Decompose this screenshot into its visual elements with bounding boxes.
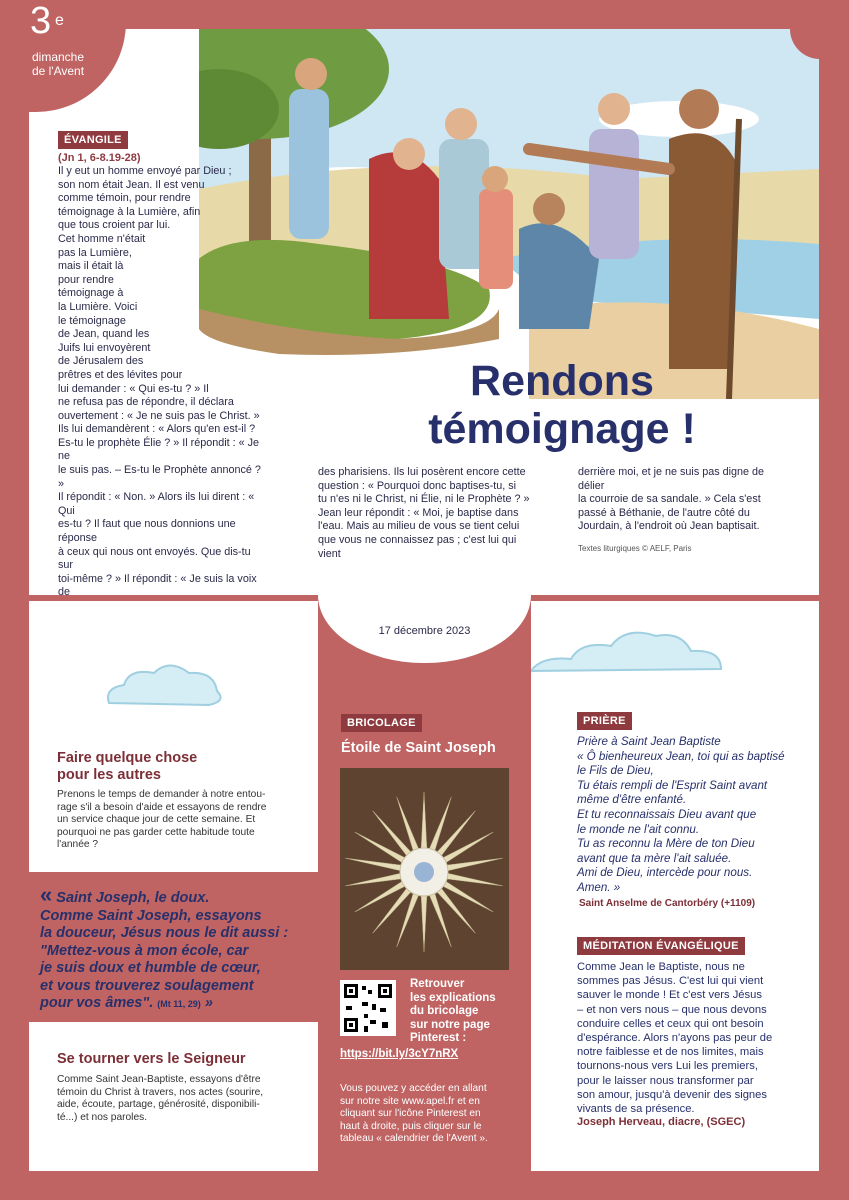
priere-line: avant que ta mère l'ait saluée. xyxy=(577,851,732,865)
gospel-line: tu n'es ni le Christ, ni Élie, ni le Prophète ? » xyxy=(318,493,530,506)
meditation-line: conduire celles et ceux qui ont besoin xyxy=(577,1017,764,1030)
copyright: Textes liturgiques © AELF, Paris xyxy=(578,543,692,553)
badge-superscript: e xyxy=(55,12,64,29)
priere-line: Prière à Saint Jean Baptiste xyxy=(577,735,721,748)
gospel-line: ouvertement : « Je ne suis pas le Christ. » xyxy=(58,409,260,422)
gospel-line: Il y eut un homme envoyé par Dieu ; xyxy=(58,165,232,177)
gospel-line: Es-tu le prophète Élie ? » Il répondit : « Je ne xyxy=(58,436,260,463)
retrouver-line: Retrouver xyxy=(410,978,465,990)
quote-line: "Mettez-vous à mon école, car xyxy=(40,942,249,959)
seigneur-body xyxy=(57,1074,307,1124)
badge-label xyxy=(18,50,98,78)
gospel-line: lui demander : « Qui es-tu ? » Il xyxy=(58,382,209,395)
gospel-line: témoignage à la Lumière, afin xyxy=(58,205,201,218)
gospel-line: que vous ne connaissez pas ; c'est lui qui vient xyxy=(318,533,517,560)
priere-line: Tu as reconnu la Mère de ton Dieu xyxy=(577,837,755,851)
meditation-line: Comme Jean le Baptiste, nous ne xyxy=(577,961,745,973)
retrouver-text xyxy=(410,978,525,1046)
gospel-line: le suis pas. – Es-tu le Prophète annoncé ? » xyxy=(58,464,261,490)
quote-line: pour vos âmes". xyxy=(40,995,158,1011)
priere-line: même d'être enfanté. xyxy=(577,793,687,807)
badge-line1: dimanche xyxy=(31,50,85,64)
baptism-illustration xyxy=(199,29,819,399)
priere-line: le monde ne l'ait connu. xyxy=(577,822,700,836)
bricolage-footer-line: tableau « calendrier de l'Avent ». xyxy=(340,1133,488,1145)
gospel-line: toi-même ? » Il répondit : « Je suis la voix de xyxy=(58,572,257,599)
gospel-line: Ils lui demandèrent : « Alors qu'en est-il ? xyxy=(58,423,256,436)
gospel-tag: ÉVANGILE xyxy=(58,131,128,149)
gospel-reference: (Jn 1, 6-8.19-28) xyxy=(58,152,141,164)
headline xyxy=(382,357,742,453)
gospel-line: passé à Béthanie, de l'autre côté du xyxy=(578,506,750,519)
cloud-icon xyxy=(99,653,229,713)
faire-title-line2: pour les autres xyxy=(57,767,161,783)
gospel-line: comme témoin, pour rendre xyxy=(58,192,191,205)
bricolage-footer-line: cliquant sur l'icône Pinterest en xyxy=(340,1108,481,1120)
gospel-line: témoignage à xyxy=(58,287,124,300)
priere-line: « Ô bienheureux Jean, toi qui as baptisé xyxy=(577,749,785,763)
quote-line: et vous trouverez soulagement xyxy=(40,977,254,994)
seigneur-line: aide, écoute, partage, générosité, disponibili- xyxy=(57,1099,260,1111)
gospel-line: Il répondit : « Non. » Alors ils lui dirent : « Qui xyxy=(58,491,255,517)
priere-panel xyxy=(531,601,819,1171)
meditation-line: sommes pas Jésus. C'est lui qui vient xyxy=(577,975,764,988)
badge-number: 3 xyxy=(30,0,52,42)
meditation-line: sauver le monde ! Et c'est vers Jésus xyxy=(577,989,762,1002)
gospel-line: es-tu ? Il faut que nous donnions une réponse xyxy=(58,518,236,545)
seigneur-line: té...) et nos paroles. xyxy=(57,1111,148,1123)
meditation-line: d'espérance. Alors n'ayons pas peur de xyxy=(577,1032,773,1045)
quote-open-mark: « xyxy=(40,882,53,907)
gospel-line: pas la Lumière, xyxy=(58,246,132,259)
retrouver-line: Pinterest : xyxy=(410,1032,467,1044)
gospel-line: Juifs lui envoyèrent xyxy=(58,341,151,354)
priere-body xyxy=(577,735,812,896)
gospel-line: de Jérusalem des xyxy=(58,355,144,368)
seigneur-line: témoin du Christ à travers, nos actes (sourire, xyxy=(57,1086,264,1098)
priere-line: Ami de Dieu, intercède pour nous. xyxy=(577,866,753,880)
pinterest-link[interactable]: https://bit.ly/3cY7nRX xyxy=(340,1048,459,1060)
gospel-line: derrière moi, et je ne suis pas digne de délier xyxy=(578,466,765,492)
gospel-line: mais il était là xyxy=(58,260,124,273)
faire-title-line1: Faire quelque chose xyxy=(57,750,198,766)
quote-block xyxy=(40,882,310,1014)
seigneur-panel xyxy=(29,1022,318,1171)
quote-line: la douceur, Jésus nous le dit aussi : xyxy=(40,925,289,941)
meditation-tag: MÉDITATION ÉVANGÉLIQUE xyxy=(577,937,745,955)
gospel-line: de Jean, quand les xyxy=(58,328,150,341)
gospel-line: que tous croient par lui. xyxy=(58,219,171,232)
quote-close-mark: » xyxy=(204,995,213,1011)
meditation-author: Joseph Herveau, diacre, (SGEC) xyxy=(577,1116,746,1128)
gospel-line: le témoignage xyxy=(58,314,126,327)
gospel-column-3 xyxy=(578,466,793,556)
gospel-line: Cet homme n'était xyxy=(58,232,146,245)
quote-reference: (Mt 11, 29) xyxy=(157,999,201,1009)
faire-line: pourquoi ne pas garder cette habitude toute xyxy=(57,826,255,838)
quote-text xyxy=(40,890,288,1011)
gospel-line: à ceux qui nous ont envoyés. Que dis-tu sur xyxy=(58,545,251,572)
faire-title xyxy=(57,750,197,784)
faire-line: Prenons le temps de demander à notre entou- xyxy=(57,789,266,800)
star-craft-photo xyxy=(340,768,509,970)
retrouver-line: du bricolage xyxy=(410,1005,479,1017)
bricolage-footer xyxy=(340,1083,520,1146)
faire-line: un service chaque jour de cette semaine. Et xyxy=(57,814,256,826)
retrouver-line: sur notre page xyxy=(410,1018,490,1031)
meditation-line: pour le laisser nous transformer par xyxy=(577,1074,754,1087)
gospel-line: la Lumière. Voici xyxy=(58,300,138,313)
priere-line: Et tu reconnaissais Dieu avant que xyxy=(577,807,757,821)
bricolage-footer-line: sur notre site www.apel.fr et en xyxy=(340,1095,480,1107)
date: 17 décembre 2023 xyxy=(378,625,471,637)
gospel-line: l'eau. Mais au milieu de vous se tient celui xyxy=(318,520,520,533)
faire-body xyxy=(57,789,307,852)
gospel-line: question : « Pourquoi donc baptises-tu, si xyxy=(318,479,517,492)
headline-line2: témoignage ! xyxy=(428,405,696,453)
bricolage-panel xyxy=(318,595,531,1200)
gospel-line: son nom était Jean. Il est venu xyxy=(58,178,205,191)
priere-tag: PRIÈRE xyxy=(577,712,632,730)
bricolage-title: Étoile de Saint Joseph xyxy=(341,740,496,756)
seigneur-title: Se tourner vers le Seigneur xyxy=(57,1051,246,1067)
headline-line1: Rendons xyxy=(470,357,654,405)
quote-line: Saint Joseph, le doux. xyxy=(56,890,210,906)
priere-author: Saint Anselme de Cantorbéry (+1109) xyxy=(579,898,756,909)
gospel-column-1 xyxy=(58,165,268,668)
priere-line: Amen. » xyxy=(577,880,621,894)
gospel-line: ne refusa pas de répondre, il déclara xyxy=(58,396,234,409)
cloud-icon xyxy=(531,601,819,681)
bricolage-footer-line: haut à droite, puis cliquer sur le xyxy=(340,1120,482,1132)
gospel-line: la courroie de sa sandale. » Cela s'est xyxy=(578,493,761,506)
badge-line2: de l'Avent xyxy=(31,64,85,78)
quote-line: Comme Saint Joseph, essayons xyxy=(40,907,262,924)
gospel-line: Jourdain, à l'endroit où Jean baptisait. xyxy=(578,520,760,533)
meditation-line: vivants de sa présence. xyxy=(577,1103,695,1116)
gospel-line: Jean leur répondit : « Moi, je baptise dans xyxy=(318,506,519,519)
qr-code[interactable] xyxy=(340,980,396,1036)
meditation-body xyxy=(577,960,812,1116)
gospel-line: des pharisiens. Ils lui posèrent encore cette xyxy=(318,466,526,478)
meditation-line: tournons-nous vers Lui les premiers, xyxy=(577,1060,758,1073)
faire-line: l'année ? xyxy=(57,839,99,851)
gospel-line: pour rendre xyxy=(58,273,114,286)
retrouver-line: les explications xyxy=(410,991,496,1004)
meditation-line: – et non vers nous – que nous devons xyxy=(577,1003,767,1016)
faire-line: rage s'il a besoin d'aide et essayons de rendre xyxy=(57,801,267,813)
gospel-column-2 xyxy=(318,466,538,561)
meditation-line: son amour, jusqu'à devenir des signes xyxy=(577,1088,767,1101)
gospel-line: prêtres et des lévites pour xyxy=(58,368,183,381)
priere-line: le Fils de Dieu, xyxy=(577,764,654,778)
faire-panel xyxy=(29,601,318,872)
quote-line: je suis doux et humble de cœur, xyxy=(40,960,261,976)
meditation-line: notre faiblesse et de nos limites, mais xyxy=(577,1046,764,1059)
bricolage-tag: BRICOLAGE xyxy=(341,714,422,732)
bricolage-footer-line: Vous pouvez y accéder en allant xyxy=(340,1083,487,1094)
priere-line: Tu étais rempli de l'Esprit Saint avant xyxy=(577,778,768,792)
seigneur-line: Comme Saint Jean-Baptiste, essayons d'être xyxy=(57,1074,261,1085)
